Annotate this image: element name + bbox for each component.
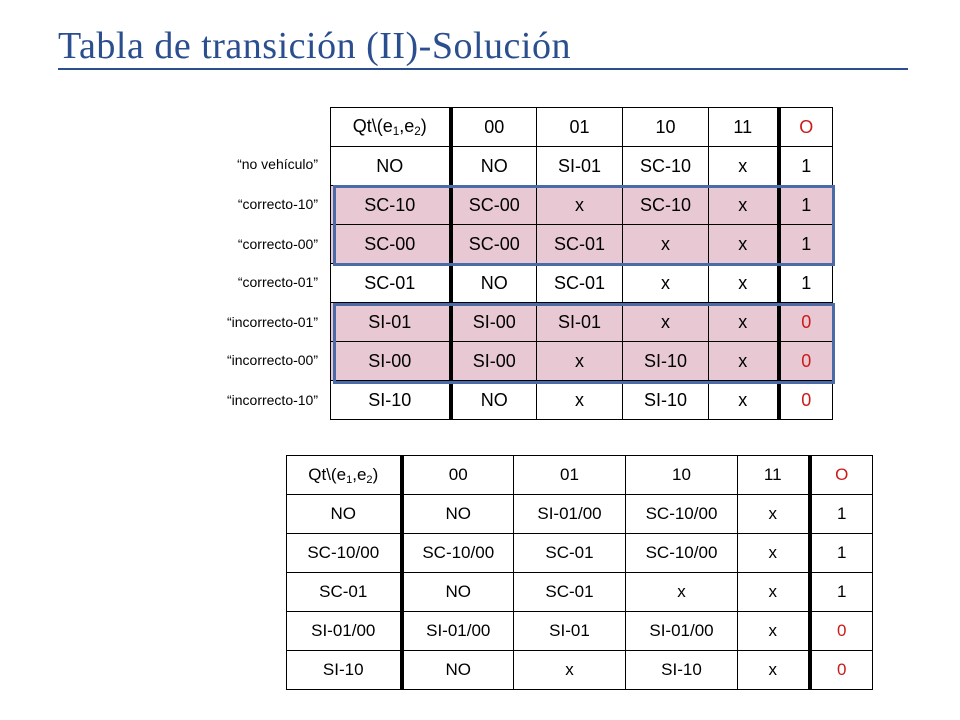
table-cell: SC-00 bbox=[451, 225, 537, 264]
header-cell: 00 bbox=[402, 456, 514, 495]
header-cell: 10 bbox=[623, 108, 709, 147]
table-row bbox=[331, 147, 833, 186]
header-cell-state: $Qt\backslash(e_1,e_2)$ bbox=[287, 456, 402, 495]
table-cell: x bbox=[709, 186, 779, 225]
table-cell: x bbox=[738, 651, 810, 690]
table-cell: 1 bbox=[810, 534, 873, 573]
table-cell: x bbox=[537, 381, 623, 420]
row-label: “no vehículo” bbox=[237, 156, 318, 172]
table-cell: SI-01/00 bbox=[402, 612, 514, 651]
table-cell: NO bbox=[451, 264, 537, 303]
table-row bbox=[331, 381, 833, 420]
table-cell: x bbox=[738, 573, 810, 612]
table-cell: SC-10/00 bbox=[402, 534, 514, 573]
table-cell: SI-10 bbox=[623, 381, 709, 420]
table-cell: 1 bbox=[810, 573, 873, 612]
table-cell: SC-10 bbox=[623, 186, 709, 225]
table-cell: SC-01 bbox=[287, 573, 402, 612]
table-cell: x bbox=[626, 573, 738, 612]
table-cell: x bbox=[514, 651, 626, 690]
table-cell: x bbox=[738, 495, 810, 534]
table-row bbox=[287, 651, 873, 690]
table-cell: SC-10 bbox=[331, 186, 451, 225]
table-cell: SC-10/00 bbox=[626, 495, 738, 534]
table-cell: 1 bbox=[779, 186, 833, 225]
header-cell: 01 bbox=[537, 108, 623, 147]
table-cell: SC-10 bbox=[623, 147, 709, 186]
table-row bbox=[287, 612, 873, 651]
table-cell: NO bbox=[451, 381, 537, 420]
row-label: “correcto-01” bbox=[237, 274, 318, 290]
table-cell: NO bbox=[402, 495, 514, 534]
table-cell: SI-01/00 bbox=[514, 495, 626, 534]
table-cell: SC-01 bbox=[537, 264, 623, 303]
table-cell: SC-01 bbox=[331, 264, 451, 303]
table-cell: NO bbox=[287, 495, 402, 534]
table-row bbox=[287, 573, 873, 612]
title-underline bbox=[58, 68, 908, 70]
table-cell: NO bbox=[451, 147, 537, 186]
table-cell: x bbox=[709, 303, 779, 342]
table-cell: x bbox=[709, 381, 779, 420]
header-cell-output: O bbox=[779, 108, 833, 147]
table-cell: x bbox=[709, 225, 779, 264]
table-cell: 1 bbox=[779, 225, 833, 264]
table-header-row bbox=[331, 108, 833, 147]
table-header-row bbox=[287, 456, 873, 495]
table-cell: x bbox=[623, 303, 709, 342]
table-cell: 1 bbox=[779, 264, 833, 303]
table-cell: SI-01 bbox=[514, 612, 626, 651]
table-cell: 0 bbox=[779, 342, 833, 381]
header-cell-state: $Qt\backslash(e_1,e_2)$ bbox=[331, 108, 451, 147]
header-cell: 11 bbox=[709, 108, 779, 147]
table-row bbox=[331, 186, 833, 225]
table-row bbox=[287, 534, 873, 573]
row-label: “incorrecto-00” bbox=[226, 352, 318, 368]
table-cell: SI-01/00 bbox=[626, 612, 738, 651]
header-cell: 11 bbox=[738, 456, 810, 495]
row-label: “correcto-00” bbox=[237, 236, 318, 252]
header-cell: 10 bbox=[626, 456, 738, 495]
table-cell: NO bbox=[402, 573, 514, 612]
transition-table-original bbox=[330, 107, 833, 420]
table-cell: SI-10 bbox=[287, 651, 402, 690]
table-cell: SI-01/00 bbox=[287, 612, 402, 651]
table-cell: SC-01 bbox=[514, 573, 626, 612]
table-cell: SI-01 bbox=[537, 303, 623, 342]
table-cell: x bbox=[537, 186, 623, 225]
table-cell: 0 bbox=[810, 612, 873, 651]
table-cell: SC-10/00 bbox=[626, 534, 738, 573]
table-cell: x bbox=[623, 225, 709, 264]
table-cell: SC-00 bbox=[451, 186, 537, 225]
table-cell: NO bbox=[331, 147, 451, 186]
table-cell: NO bbox=[402, 651, 514, 690]
table-cell: SI-01 bbox=[331, 303, 451, 342]
slide-title: Tabla de transición (II)-Solución bbox=[58, 25, 571, 67]
table-row bbox=[287, 495, 873, 534]
table-row bbox=[331, 342, 833, 381]
header-cell: 01 bbox=[514, 456, 626, 495]
table-cell: x bbox=[537, 342, 623, 381]
table-cell: 0 bbox=[810, 651, 873, 690]
table-cell: x bbox=[738, 534, 810, 573]
table-cell: 1 bbox=[779, 147, 833, 186]
table-cell: SC-00 bbox=[331, 225, 451, 264]
table-cell: SI-01 bbox=[537, 147, 623, 186]
table-cell: SI-00 bbox=[451, 342, 537, 381]
table-cell: SC-01 bbox=[537, 225, 623, 264]
table-cell: x bbox=[623, 264, 709, 303]
header-cell: 00 bbox=[451, 108, 537, 147]
header-cell-output: O bbox=[810, 456, 873, 495]
table-row bbox=[331, 264, 833, 303]
row-label: “incorrecto-10” bbox=[226, 392, 318, 408]
table-cell: SI-10 bbox=[331, 381, 451, 420]
table-cell: SC-10/00 bbox=[287, 534, 402, 573]
table-cell: SC-01 bbox=[514, 534, 626, 573]
transition-table-minimized bbox=[286, 455, 873, 690]
table-cell: SI-10 bbox=[623, 342, 709, 381]
table-cell: 0 bbox=[779, 303, 833, 342]
table-cell: SI-00 bbox=[331, 342, 451, 381]
table-cell: x bbox=[738, 612, 810, 651]
table-cell: x bbox=[709, 264, 779, 303]
table-cell: x bbox=[709, 342, 779, 381]
table-cell: x bbox=[709, 147, 779, 186]
table-cell: SI-00 bbox=[451, 303, 537, 342]
row-label: “incorrecto-01” bbox=[226, 314, 318, 330]
table-row bbox=[331, 303, 833, 342]
table-cell: 1 bbox=[810, 495, 873, 534]
row-label: “correcto-10” bbox=[237, 196, 318, 212]
table-cell: SI-10 bbox=[626, 651, 738, 690]
table-row bbox=[331, 225, 833, 264]
table-cell: 0 bbox=[779, 381, 833, 420]
